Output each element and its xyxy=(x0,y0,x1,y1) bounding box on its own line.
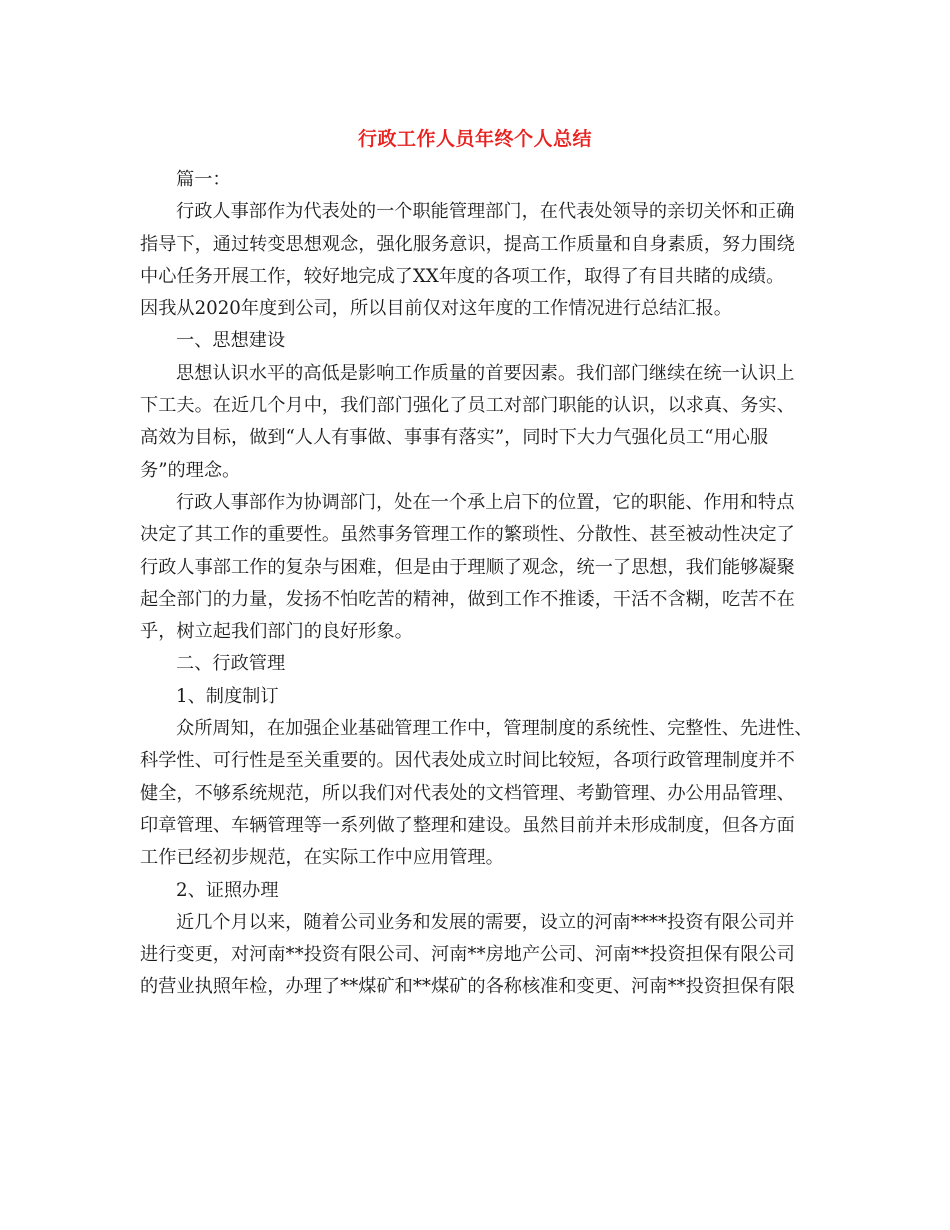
text-line: 篇一： xyxy=(176,169,231,190)
text-line: 众所周知，在加强企业基础管理工作中，管理制度的系统性、完整性、先进性、 xyxy=(176,718,813,740)
text-line: 印章管理、车辆管理等一系列做了整理和建设。虽然目前并未形成制度，但各方面 xyxy=(140,814,795,836)
text-line: 的营业执照年检，办理了**煤矿和**煤矿的各称核准和变更、河南**投资担保有限 xyxy=(140,976,795,998)
document-title: 行政工作人员年终个人总结 xyxy=(357,128,592,150)
document-body xyxy=(140,164,816,1004)
text-line: 思想认识水平的高低是影响工作质量的首要因素。我们部门继续在统一认识上 xyxy=(176,362,795,384)
text-line: 健全，不够系统规范，所以我们对代表处的文档管理、考勤管理、办公用品管理、 xyxy=(140,782,795,804)
text-line: 务”的理念。 xyxy=(140,459,241,481)
text-line: 科学性、可行性是至关重要的。因代表处成立时间比较短，各项行政管理制度并不 xyxy=(140,750,795,772)
text-line: 二、行政管理 xyxy=(176,653,286,675)
text-line: 行政人事部作为协调部门，处在一个承上启下的位置，它的职能、作用和特点 xyxy=(176,491,795,513)
text-line: 1、制度制订 xyxy=(176,685,279,707)
text-line: 工作已经初步规范，在实际工作中应用管理。 xyxy=(140,847,504,869)
text-line: 下工夫。在近几个月中，我们部门强化了员工对部门职能的认识，以求真、务实、 xyxy=(140,395,795,417)
text-line: 行政人事部工作的复杂与困难，但是由于理顺了观念，统一了思想，我们能够凝聚 xyxy=(140,556,795,578)
text-line: 决定了其工作的重要性。虽然事务管理工作的繁琐性、分散性、甚至被动性决定了 xyxy=(140,524,795,546)
text-line: 行政人事部作为代表处的一个职能管理部门，在代表处领导的亲切关怀和正确 xyxy=(176,201,795,223)
text-line: 2、证照办理 xyxy=(176,879,279,901)
text-line: 近几个月以来，随着公司业务和发展的需要，设立的河南****投资有限公司并 xyxy=(176,911,795,933)
text-line: 高效为目标，做到“人人有事做、事事有落实”，同时下大力气强化员工“用心服 xyxy=(140,427,769,449)
text-line: 起全部门的力量，发扬不怕吃苦的精神，做到工作不推诿，干活不含糊，吃苦不在 xyxy=(140,588,795,610)
text-line: 一、思想建设 xyxy=(176,330,286,352)
text-line: 进行变更，对河南**投资有限公司、河南**房地产公司、河南**投资担保有限公司 xyxy=(140,944,795,966)
text-line: 乎，树立起我们部门的良好形象。 xyxy=(140,621,413,643)
text-line: 指导下，通过转变思想观念，强化服务意识，提高工作质量和自身素质，努力围绕 xyxy=(140,233,795,255)
text-line: 因我从2020年度到公司，所以目前仅对这年度的工作情况进行总结汇报。 xyxy=(140,298,732,320)
text-line: 中心任务开展工作，较好地完成了XX年度的各项工作，取得了有目共睹的成绩。 xyxy=(140,265,785,287)
